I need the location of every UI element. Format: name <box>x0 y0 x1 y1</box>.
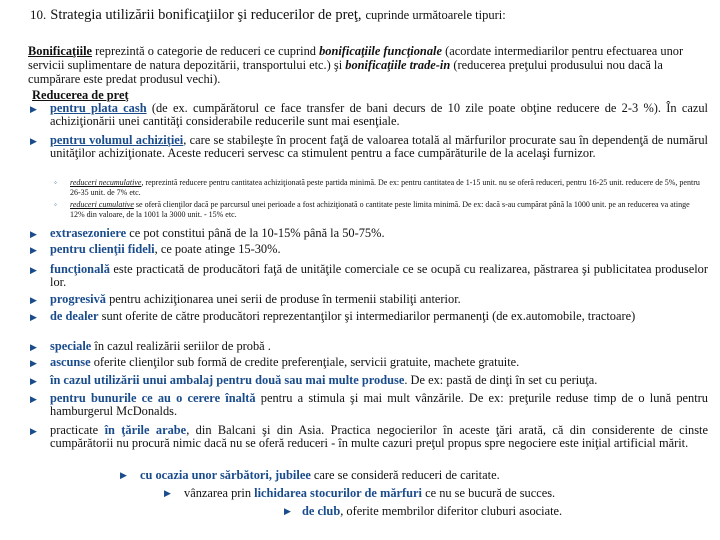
item-text: este practicată de producători faţă de unităţile comerciale ce se ocupă cu realizarea, păstrarea şi publicitatea produselor lor. <box>50 262 708 289</box>
triangle-bullet-icon: ▶ <box>30 295 37 305</box>
triangle-bullet-icon: ▶ <box>30 394 37 404</box>
list-item <box>50 293 708 306</box>
list-item <box>50 263 708 289</box>
title-number: 10. <box>30 7 47 22</box>
item-label: pentru plata cash <box>50 101 147 115</box>
circle-bullet-icon: ◦ <box>54 200 57 209</box>
item-label: speciale <box>50 339 92 353</box>
triangle-bullet-icon: ▶ <box>164 488 171 498</box>
sub-item-label: reduceri necumulative <box>70 178 142 187</box>
intro-tradein: bonificaţiile trade-in <box>345 58 451 72</box>
triangle-bullet-icon: ▶ <box>120 470 127 480</box>
item-label: pentru bunurile ce au o cerere înaltă <box>50 391 256 405</box>
nested-item <box>184 486 555 500</box>
list-item <box>50 227 708 240</box>
list-item <box>50 340 708 353</box>
sub-list-item <box>70 178 706 198</box>
slide-title <box>30 6 710 24</box>
title-rest: cuprinde următoarele tipuri: <box>365 8 506 22</box>
item-label: pentru clienţii fideli <box>50 242 155 256</box>
item-label: extrasezoniere <box>50 226 127 240</box>
item-text: oferite clienţilor sub formă de credite preferenţiale, servicii gratuite, machete gratuite. <box>90 355 520 369</box>
nested-text: , oferite membrilor diferitor cluburi asociate. <box>340 504 563 518</box>
intro-functional: bonificaţiile funcţionale <box>319 44 442 58</box>
item-text: în cazul realizării seriilor de probă . <box>91 339 271 353</box>
item-text: pentru a stimula şi mai mult vânzările. De ex: preţurile reduse timp de o lună pentru hamburgerul McDonalds. <box>50 391 708 418</box>
triangle-bullet-icon: ▶ <box>30 229 37 239</box>
item-pre: practicate <box>50 423 99 437</box>
item-label: progresivă <box>50 292 106 306</box>
triangle-bullet-icon: ▶ <box>30 312 37 322</box>
intro-text-2: (acordate intermediarilor pentru efectuarea unor servicii suplimentare de natura depozitării, transportului etc.) şi <box>28 44 684 72</box>
list-item <box>50 243 708 256</box>
nested-text: ce nu se bucură de succes. <box>422 486 556 500</box>
nested-label: cu ocazia unor sărbători, jubilee <box>140 468 311 482</box>
list-item <box>50 102 708 128</box>
item-text: pentru achiziţionarea unei serii de produse în termenii stabiliţi anterior. <box>106 292 461 306</box>
sub-list-item <box>70 200 706 220</box>
triangle-bullet-icon: ▶ <box>30 342 37 352</box>
section-title-text: Reducerea de preţ <box>32 88 129 102</box>
item-text: ce pot constitui până de la 10-15% până la 50-75%. <box>126 226 385 240</box>
nested-label: lichidarea stocurilor de mărfuri <box>254 486 422 500</box>
item-text: (de ex. cumpărătorul ce face transfer de bani decurs de 10 zile poate obţine reducere de 2-3 %). În cazul achiziţionării unei cantităţi considerabile reducerile sunt mai esenţiale. <box>50 101 708 128</box>
triangle-bullet-icon: ▶ <box>284 506 291 516</box>
triangle-bullet-icon: ▶ <box>30 376 37 386</box>
title-heading: Strategia utilizării bonificaţiilor şi reducerilor de preţ, <box>50 7 362 23</box>
list-item <box>50 374 708 387</box>
list-item <box>50 424 708 450</box>
list-item <box>50 392 708 418</box>
item-label: de dealer <box>50 309 99 323</box>
nested-item <box>302 504 562 518</box>
intro-term: Bonificaţiile <box>28 44 93 58</box>
item-text: sunt oferite de către producători reprezentanţilor şi intermediarilor permanenţi (de ex.automobile, tractoare) <box>98 309 636 323</box>
section-title <box>32 88 708 102</box>
item-label: în cazul utilizării unui ambalaj pentru două sau mai multe produse <box>50 373 405 387</box>
item-text: , din Balcani şi din Asia. Practica negocierilor în aceste ţări arată, că din considerente de cinste cumpărătorii nu procură nimic dacă nu se oferă reduceri - în multe cazuri preţul propus spre negociere este iniţial artificial mărit. <box>50 423 708 450</box>
triangle-bullet-icon: ▶ <box>30 426 37 436</box>
intro-paragraph <box>28 44 708 86</box>
list-item <box>50 134 708 160</box>
triangle-bullet-icon: ▶ <box>30 265 37 275</box>
item-label: funcţională <box>50 262 110 276</box>
sub-item-text: se oferă clienţilor dacă pe parcursul unei perioade a fost achiziţionată o cantitate peste limita minimă. De ex: dacă s-au cumpărat până la 1000 unit. pe an reducerea va atinge 12% din valoare, de la 1001 la 3000 unit. - 15% etc. <box>70 200 690 219</box>
item-label: pentru volumul achiziţiei <box>50 133 184 147</box>
nested-label: de club <box>302 504 341 518</box>
circle-bullet-icon: ◦ <box>54 178 57 187</box>
list-item <box>50 310 708 323</box>
item-text: . De ex: pastă de dinţi în set cu periuţa. <box>404 373 598 387</box>
intro-text-3: (reducerea preţului produsului nou dacă la cumpărare este predat produsul vechi). <box>28 58 663 86</box>
item-label: în ţările arabe <box>104 423 187 437</box>
sub-item-text: , reprezintă reducere pentru cantitatea achiziţionată peste partida minimă. De ex: pentru cantitatea de 1-15 unit. nu se oferă reduceri, pentru 16-25 unit. reducere de 5%, pentru 26-35 unit. de 7% etc. <box>70 178 700 197</box>
sub-item-label: reduceri cumulative <box>70 200 134 209</box>
item-text: , ce poate atinge 15-30%. <box>154 242 281 256</box>
intro-text-1: reprezintă o categorie de reduceri ce cuprind <box>95 44 316 58</box>
nested-text: care se consideră reduceri de caritate. <box>310 468 500 482</box>
triangle-bullet-icon: ▶ <box>30 136 37 146</box>
item-text: , care se stabileşte în procent faţă de valoarea totală al mărfurilor procurate sau în dependenţă de numărul unităţilor achiziţionate. Aceste reduceri servesc ca stimulent pentru a face cumpărăturile de la acelaşi furnizor. <box>50 133 708 160</box>
nested-pre: vânzarea prin <box>184 486 255 500</box>
item-label: ascunse <box>50 355 91 369</box>
nested-item <box>140 468 500 482</box>
triangle-bullet-icon: ▶ <box>30 358 37 368</box>
list-item <box>50 356 708 369</box>
triangle-bullet-icon: ▶ <box>30 104 37 114</box>
triangle-bullet-icon: ▶ <box>30 245 37 255</box>
